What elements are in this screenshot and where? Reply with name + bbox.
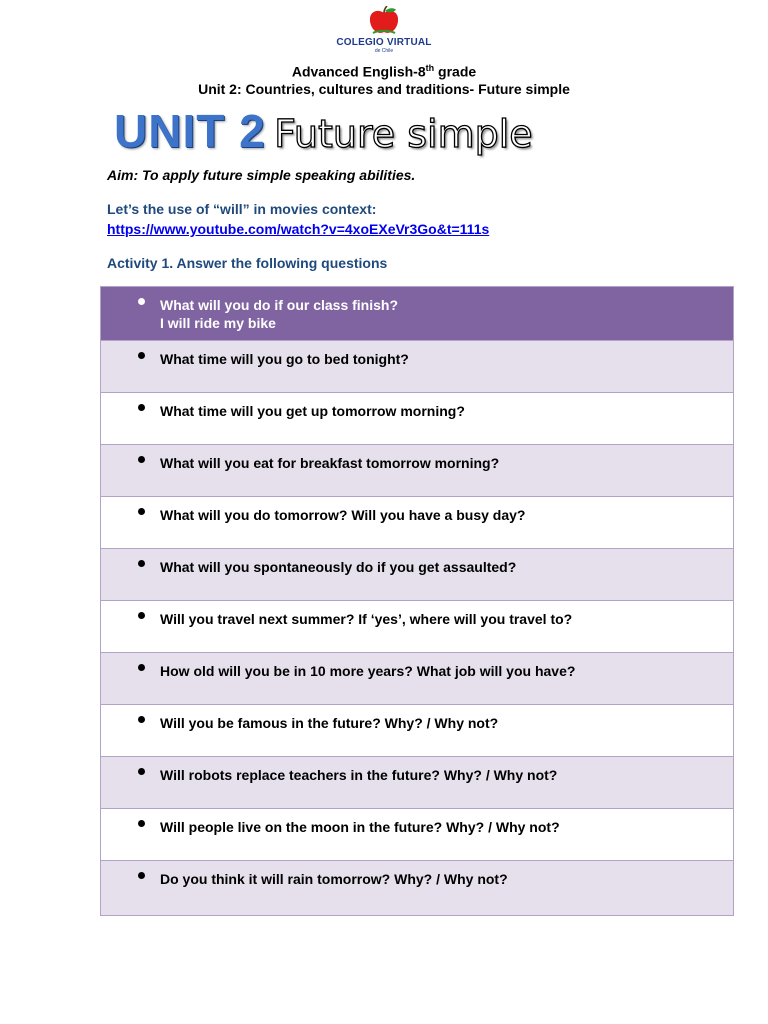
question-text: Will you be famous in the future? Why? / Why not? [160, 715, 499, 731]
table-row [101, 549, 733, 601]
question-text: Will people live on the moon in the future? Why? / Why not? [160, 819, 560, 835]
bullet-icon [138, 352, 145, 359]
question-text: What time will you go to bed tonight? [160, 351, 409, 367]
activity-heading: Activity 1. Answer the following questions [107, 255, 388, 271]
unit-banner [114, 104, 533, 160]
subject-superscript: th [425, 63, 435, 73]
banner-title: Future simple [274, 112, 533, 156]
subject-prefix: Advanced English-8 [291, 63, 426, 80]
subject-suffix: grade [434, 63, 477, 80]
bullet-icon [138, 560, 145, 567]
question-text: What time will you get up tomorrow morning? [160, 403, 465, 419]
logo-subtitle: de Chile [374, 48, 394, 54]
unit-line: Unit 2: Countries, cultures and traditions- Future simple [198, 81, 570, 97]
aim-text: Aim: To apply future simple speaking abilities. [107, 167, 416, 183]
bullet-icon [138, 508, 145, 515]
bullet-icon [138, 298, 145, 305]
table-row [101, 393, 733, 445]
table-row [101, 601, 733, 653]
question-text: What will you spontaneously do if you get assaulted? [160, 559, 517, 575]
questions-table [100, 286, 734, 916]
question-text: Will robots replace teachers in the future? Why? / Why not? [160, 767, 558, 783]
bullet-icon [138, 404, 145, 411]
question-text: What will you eat for breakfast tomorrow morning? [160, 455, 500, 471]
bullet-icon [138, 612, 145, 619]
bullet-icon [138, 664, 145, 671]
school-logo [336, 6, 432, 66]
bullet-icon [138, 872, 145, 879]
table-row [101, 757, 733, 809]
table-row [101, 497, 733, 549]
intro-text: Let’s the use of “will” in movies context: [107, 201, 377, 217]
question-text: What will you do if our class finish? [160, 297, 399, 313]
table-row [101, 653, 733, 705]
bullet-icon [138, 820, 145, 827]
bullet-icon [138, 456, 145, 463]
table-row [101, 287, 733, 341]
table-row [101, 445, 733, 497]
table-row [101, 809, 733, 861]
question-text: How old will you be in 10 more years? What job will you have? [160, 663, 576, 679]
subject-title [0, 63, 768, 80]
table-row [101, 341, 733, 393]
banner-unit: UNIT 2 [114, 105, 266, 157]
question-text: What will you do tomorrow? Will you have a busy day? [160, 507, 526, 523]
question-text: Will you travel next summer? If ‘yes’, where will you travel to? [160, 611, 573, 627]
bullet-icon [138, 716, 145, 723]
question-text: Do you think it will rain tomorrow? Why? / Why not? [160, 871, 508, 887]
bullet-icon [138, 768, 145, 775]
apple-icon [367, 6, 401, 36]
logo-name: COLEGIO VIRTUAL [336, 37, 432, 48]
table-row [101, 705, 733, 757]
answer-text: I will ride my bike [160, 315, 276, 331]
table-row [101, 861, 733, 915]
youtube-link[interactable]: https://www.youtube.com/watch?v=4xoEXeVr3Go&t=111s [107, 221, 490, 237]
